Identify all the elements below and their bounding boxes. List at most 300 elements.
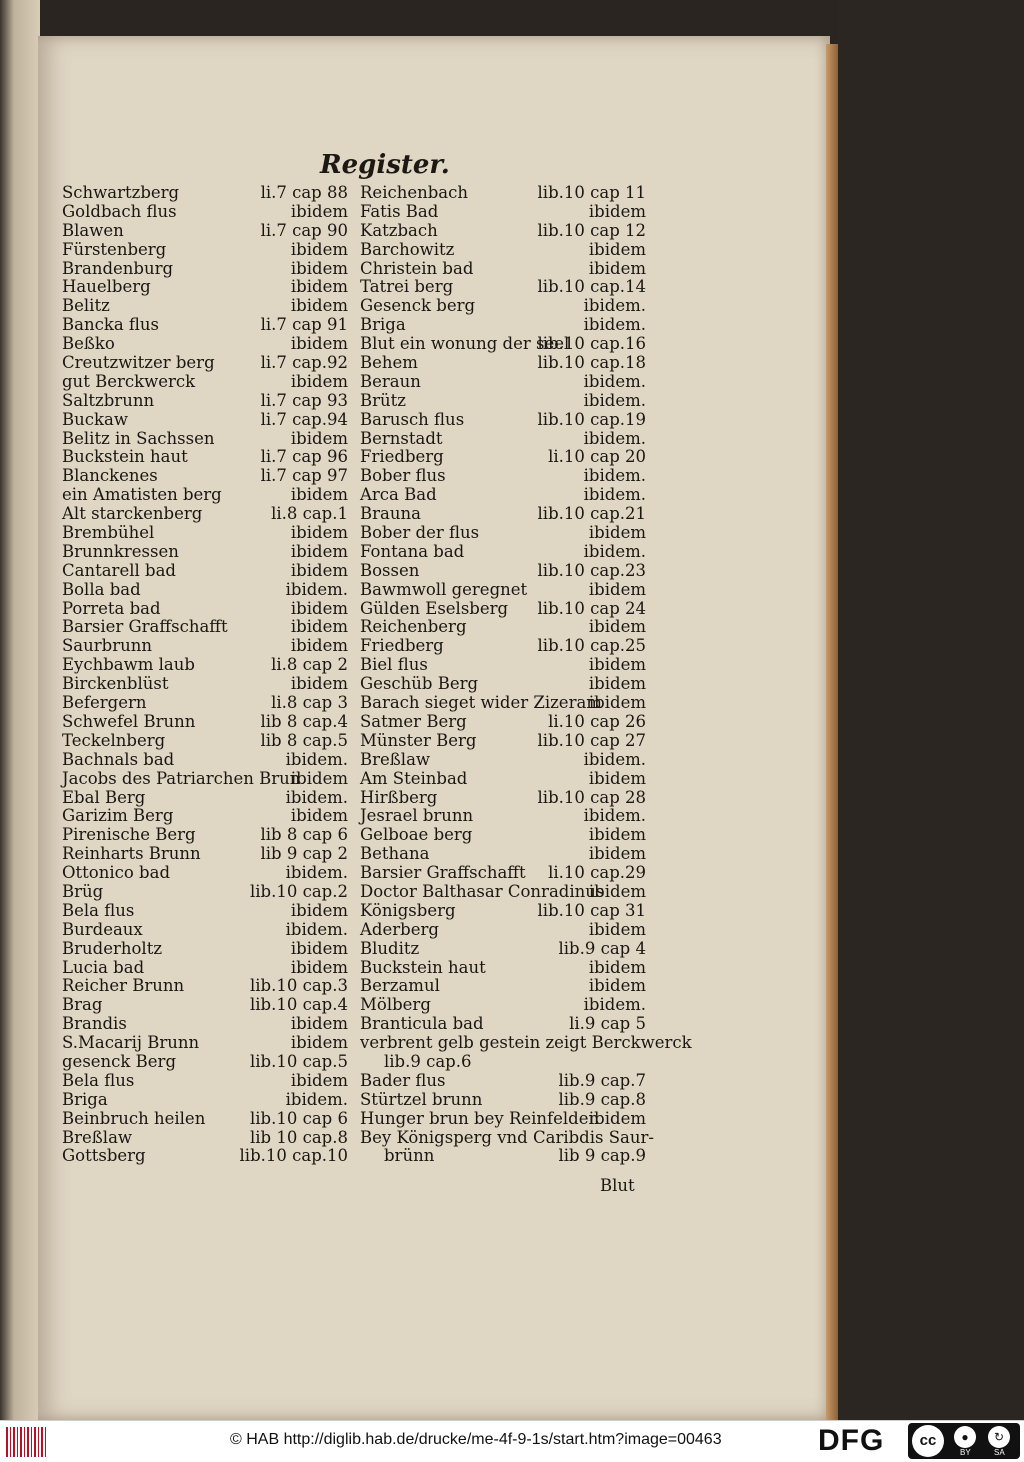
register-entry: [62, 1110, 348, 1129]
entry-reference: ibidem.: [285, 787, 348, 807]
entry-name: Arca Bad: [360, 485, 437, 505]
entry-reference: ibidem: [290, 485, 348, 505]
register-entry: [62, 316, 348, 335]
cc-icon: cc: [912, 1425, 944, 1457]
previous-page-edge: [0, 0, 40, 1420]
entry-name: Bethana: [360, 844, 430, 864]
entry-reference: ibidem: [588, 844, 646, 864]
register-entry: [62, 203, 348, 222]
entry-reference: ibidem.: [583, 315, 646, 335]
entry-name: Biel flus: [360, 655, 428, 675]
entry-reference: ibidem: [290, 900, 348, 920]
entry-reference: ibidem: [290, 598, 348, 618]
register-entry: [360, 1147, 646, 1166]
register-entry: [62, 524, 348, 543]
register-entry: [62, 1072, 348, 1091]
entry-name: Beßko: [62, 334, 115, 354]
register-entry: [360, 959, 646, 978]
entry-name: Fontana bad: [360, 541, 465, 561]
register-entry: [62, 392, 348, 411]
register-entry: [62, 826, 348, 845]
page-fore-edge: [826, 44, 838, 1420]
catchword: Blut: [600, 1176, 635, 1195]
entry-name: Brauna: [360, 504, 421, 524]
register-entry: [360, 656, 646, 675]
register-entry: [62, 1034, 348, 1053]
entry-reference: li.10 cap 20: [548, 447, 646, 467]
entry-name: Geschüb Berg: [360, 674, 479, 694]
entry-name: Brandenburg: [62, 258, 174, 278]
register-entry: [360, 618, 646, 637]
register-entry: [360, 1091, 646, 1110]
entry-reference: lib.10 cap 11: [537, 183, 646, 202]
register-entry: [360, 562, 646, 581]
entry-reference: lib.9 cap.7: [558, 1070, 646, 1090]
register-column-right: [360, 183, 692, 1166]
entry-name: Friedberg: [360, 447, 444, 467]
entry-name: Hirßberg: [360, 787, 438, 807]
entry-name: Saurbrunn: [62, 636, 152, 656]
entry-name: Brunnkressen: [62, 541, 179, 561]
entry-name: Satmer Berg: [360, 711, 467, 731]
register-entry: [62, 845, 348, 864]
entry-name: Tatrei berg: [360, 277, 454, 297]
entry-reference: ibidem: [588, 957, 646, 977]
register-column-left: [62, 184, 348, 1166]
entry-name: Blut ein wonung der seel: [360, 334, 570, 354]
entry-reference: ibidem: [290, 201, 348, 221]
hab-barcode-icon: [6, 1427, 46, 1457]
entry-reference: ibidem: [588, 768, 646, 788]
entry-name: Eychbawm laub: [62, 655, 195, 675]
register-entry: [360, 977, 646, 996]
entry-name: lib.9 cap.6: [384, 1051, 472, 1071]
entry-name: Bela flus: [62, 1070, 135, 1090]
entry-reference: li.7 cap.92: [260, 353, 348, 373]
register-entry: [360, 354, 646, 373]
register-entry: [62, 675, 348, 694]
entry-name: Reicher Brunn: [62, 976, 185, 996]
entry-reference: lib.10 cap.18: [537, 353, 646, 373]
entry-reference: ibidem: [290, 334, 348, 354]
register-entry: [62, 921, 348, 940]
register-entry: [360, 543, 646, 562]
entry-reference: lib.10 cap.16: [537, 334, 646, 354]
entry-reference: ibidem.: [583, 390, 646, 410]
register-entry: [360, 297, 646, 316]
entry-reference: li.8 cap 3: [271, 693, 348, 713]
page-heading: Register.: [320, 150, 450, 180]
entry-reference: ibidem: [588, 881, 646, 901]
register-entry: [360, 996, 646, 1015]
register-entry: [360, 373, 646, 392]
entry-reference: ibidem: [290, 428, 348, 448]
entry-name: Bolla bad: [62, 579, 141, 599]
register-entry: [62, 581, 348, 600]
register-entry: [62, 732, 348, 751]
entry-name: Bela flus: [62, 900, 135, 920]
entry-reference: ibidem: [588, 674, 646, 694]
entry-reference: li.7 cap 91: [260, 315, 348, 335]
entry-reference: ibidem: [588, 617, 646, 637]
entry-name: Hunger brun bey Reinfelden: [360, 1108, 600, 1128]
register-entry: [62, 411, 348, 430]
entry-reference: ibidem.: [285, 919, 348, 939]
entry-reference: ibidem: [290, 239, 348, 259]
register-entry: [62, 770, 348, 789]
register-entry: [360, 1053, 646, 1072]
entry-reference: li.10 cap.29: [548, 863, 646, 883]
entry-name: Bader flus: [360, 1070, 446, 1090]
entry-reference: ibidem.: [583, 806, 646, 826]
entry-name: Birckenblüst: [62, 674, 169, 694]
register-entry: [360, 411, 646, 430]
entry-name: Ottonico bad: [62, 863, 171, 883]
entry-name: brünn: [384, 1146, 435, 1166]
register-entry: [360, 184, 646, 203]
register-entry: [62, 996, 348, 1015]
register-entry: [62, 543, 348, 562]
entry-reference: li.8 cap.1: [271, 504, 348, 524]
entry-reference: ibidem: [588, 693, 646, 713]
entry-name: Beraun: [360, 371, 421, 391]
entry-name: Bernstadt: [360, 428, 443, 448]
entry-reference: li.8 cap 2: [271, 655, 348, 675]
register-entry: [360, 222, 646, 241]
entry-name: Breßlaw: [62, 1127, 133, 1147]
entry-name: Friedberg: [360, 636, 444, 656]
register-entry: [360, 278, 646, 297]
entry-reference: lib.10 cap 12: [537, 220, 646, 240]
entry-name: Stürtzel brunn: [360, 1089, 483, 1109]
entry-name: ein Amatisten berg: [62, 485, 222, 505]
entry-reference: ibidem.: [583, 296, 646, 316]
entry-name: Jesrael brunn: [360, 806, 474, 826]
entry-name: Bluditz: [360, 938, 420, 958]
entry-reference: lib.10 cap 28: [537, 787, 646, 807]
entry-reference: lib.10 cap.25: [537, 636, 646, 656]
entry-name: Bey Königsperg vnd Caribdis Saur-: [360, 1127, 654, 1147]
entry-reference: lib 8 cap.4: [260, 711, 348, 731]
register-entry: [360, 524, 646, 543]
entry-name: Creutzwitzer berg: [62, 353, 215, 373]
entry-reference: lib.9 cap.8: [558, 1089, 646, 1109]
register-entry: [62, 789, 348, 808]
entry-reference: ibidem.: [583, 749, 646, 769]
register-entry: [62, 260, 348, 279]
entry-reference: ibidem: [290, 296, 348, 316]
register-entry: [360, 732, 646, 751]
entry-reference: lib.10 cap.14: [537, 277, 646, 297]
register-entry: [360, 940, 646, 959]
entry-name: Fürstenberg: [62, 239, 167, 259]
entry-name: Brag: [62, 995, 103, 1015]
entry-reference: ibidem: [290, 560, 348, 580]
entry-reference: ibidem: [588, 976, 646, 996]
entry-reference: lib 10 cap.8: [250, 1127, 348, 1147]
entry-name: Doctor Balthasar Conradinus: [360, 881, 605, 901]
entry-name: Bober flus: [360, 466, 446, 486]
register-entry: [62, 751, 348, 770]
entry-reference: li.7 cap.94: [260, 409, 348, 429]
entry-name: Teckelnberg: [62, 730, 166, 750]
entry-name: Barsier Graffschafft: [62, 617, 228, 637]
entry-name: Aderberg: [360, 919, 439, 939]
entry-name: Lucia bad: [62, 957, 145, 977]
entry-name: Barach sieget wider Zizeram: [360, 693, 602, 713]
entry-name: Gelboae berg: [360, 825, 473, 845]
entry-reference: ibidem: [290, 636, 348, 656]
entry-name: Alt starckenberg: [62, 504, 203, 524]
entry-reference: ibidem: [290, 541, 348, 561]
register-entry: [62, 1147, 348, 1166]
entry-name: Bober der flus: [360, 523, 480, 543]
by-person-icon: ●: [954, 1426, 976, 1448]
entry-reference: ibidem: [290, 1033, 348, 1053]
entry-reference: lib.10 cap.21: [537, 504, 646, 524]
entry-reference: ibidem: [290, 674, 348, 694]
register-entry: [62, 184, 348, 203]
entry-name: verbrent gelb gestein zeigt Berckwerck: [360, 1033, 692, 1053]
scan-margin-right: [838, 0, 1024, 1420]
register-entry: [360, 1127, 654, 1148]
register-entry: [360, 260, 646, 279]
entry-name: Befergern: [62, 693, 147, 713]
copyright-link[interactable]: © HAB http://diglib.hab.de/drucke/me-4f-9-1s/start.htm?image=00463: [230, 1431, 722, 1448]
register-entry: [360, 807, 646, 826]
register-entry: [62, 335, 348, 354]
entry-name: Brütz: [360, 390, 406, 410]
entry-reference: ibidem: [290, 258, 348, 278]
entry-reference: lib.10 cap.2: [250, 881, 348, 901]
entry-name: Katzbach: [360, 220, 438, 240]
entry-name: Brüg: [62, 881, 104, 901]
entry-reference: ibidem.: [583, 428, 646, 448]
entry-reference: ibidem: [290, 938, 348, 958]
entry-name: Brembühel: [62, 523, 155, 543]
footer-bar: [0, 1420, 1024, 1462]
entry-name: Buckstein haut: [62, 447, 188, 467]
register-entry: [360, 770, 646, 789]
entry-name: Bawmwoll geregnet: [360, 579, 528, 599]
entry-reference: lib 9 cap.9: [558, 1146, 646, 1166]
register-entry: [360, 1110, 646, 1129]
entry-name: Barusch flus: [360, 409, 465, 429]
register-entry: [62, 977, 348, 996]
entry-name: Brandis: [62, 1014, 127, 1034]
entry-reference: ibidem: [290, 957, 348, 977]
entry-name: Berzamul: [360, 976, 440, 996]
entry-reference: li.10 cap 26: [548, 711, 646, 731]
register-entry: [360, 789, 646, 808]
entry-name: Burdeaux: [62, 919, 143, 939]
entry-reference: ibidem.: [285, 1089, 348, 1109]
entry-name: Garizim Berg: [62, 806, 174, 826]
entry-reference: lib.9 cap 4: [558, 938, 646, 958]
entry-name: Fatis Bad: [360, 201, 439, 221]
entry-reference: lib.10 cap 24: [537, 598, 646, 618]
entry-reference: lib.10 cap.5: [250, 1051, 348, 1071]
register-entry: [62, 864, 348, 883]
register-entry: [62, 467, 348, 486]
entry-name: Blanckenes: [62, 466, 158, 486]
register-entry: [62, 1053, 348, 1072]
register-entry: [62, 883, 348, 902]
register-entry: [360, 902, 646, 921]
entry-name: Reinharts Brunn: [62, 844, 201, 864]
register-entry: [62, 373, 348, 392]
entry-reference: ibidem: [588, 201, 646, 221]
entry-name: Barchowitz: [360, 239, 455, 259]
register-entry: [62, 959, 348, 978]
entry-name: Briga: [62, 1089, 108, 1109]
entry-name: Christein bad: [360, 258, 474, 278]
register-entry: [62, 241, 348, 260]
register-entry: [360, 335, 646, 354]
entry-name: Saltzbrunn: [62, 390, 155, 410]
entry-name: Goldbach flus: [62, 201, 177, 221]
entry-name: S.Macarij Brunn: [62, 1033, 200, 1053]
entry-name: Belitz: [62, 296, 110, 316]
entry-reference: lib.10 cap.10: [239, 1146, 348, 1166]
sa-label: SA: [994, 1448, 1005, 1457]
entry-name: Buckaw: [62, 409, 128, 429]
register-entry: [62, 902, 348, 921]
register-entry: [62, 354, 348, 373]
entry-reference: ibidem: [290, 1014, 348, 1034]
entry-name: Bachnals bad: [62, 749, 175, 769]
register-entry: [360, 1072, 646, 1091]
register-entry: [360, 203, 646, 222]
register-entry: [62, 278, 348, 297]
register-entry: [360, 241, 646, 260]
entry-reference: ibidem.: [583, 995, 646, 1015]
register-entry: [62, 1091, 348, 1110]
register-entry: [360, 448, 646, 467]
entry-reference: ibidem.: [583, 541, 646, 561]
register-entry: [62, 694, 348, 713]
register-entry: [62, 637, 348, 656]
entry-reference: ibidem.: [285, 749, 348, 769]
register-entry: [360, 392, 646, 411]
entry-reference: ibidem: [290, 617, 348, 637]
entry-reference: ibidem: [290, 523, 348, 543]
register-entry: [360, 694, 646, 713]
entry-reference: lib.10 cap.23: [537, 560, 646, 580]
register-entry: [62, 618, 348, 637]
entry-reference: ibidem: [588, 1108, 646, 1128]
register-entry: [62, 600, 348, 619]
register-entry: [62, 297, 348, 316]
register-entry: [360, 713, 646, 732]
entry-reference: ibidem: [588, 258, 646, 278]
entry-name: Barsier Graffschafft: [360, 863, 526, 883]
entry-name: Bruderholtz: [62, 938, 163, 958]
entry-reference: lib 9 cap 2: [260, 844, 348, 864]
register-entry: [62, 562, 348, 581]
register-entry: [62, 486, 348, 505]
entry-name: Branticula bad: [360, 1014, 484, 1034]
register-entry: [360, 1033, 692, 1053]
register-entry: [360, 675, 646, 694]
entry-name: Jacobs des Patriarchen Brun: [62, 768, 301, 788]
entry-name: Schwefel Brunn: [62, 711, 196, 731]
entry-reference: ibidem: [290, 806, 348, 826]
by-label: BY: [960, 1448, 971, 1457]
entry-name: Königsberg: [360, 900, 456, 920]
entry-reference: ibidem: [588, 579, 646, 599]
register-entry: [62, 505, 348, 524]
entry-name: Behem: [360, 353, 418, 373]
register-entry: [62, 430, 348, 449]
entry-name: Münster Berg: [360, 730, 477, 750]
register-entry: [360, 921, 646, 940]
entry-reference: lib.10 cap 31: [537, 900, 646, 920]
entry-reference: ibidem: [588, 655, 646, 675]
entry-reference: ibidem.: [583, 485, 646, 505]
register-entry: [360, 505, 646, 524]
register-entry: [62, 807, 348, 826]
entry-reference: ibidem: [588, 239, 646, 259]
entry-name: Reichenberg: [360, 617, 467, 637]
entry-reference: ibidem: [290, 277, 348, 297]
dfg-logo[interactable]: DFG: [818, 1424, 885, 1457]
entry-name: Bossen: [360, 560, 420, 580]
entry-reference: ibidem.: [583, 371, 646, 391]
entry-reference: ibidem: [588, 523, 646, 543]
register-entry: [62, 940, 348, 959]
register-entry: [360, 864, 646, 883]
entry-reference: ibidem.: [285, 863, 348, 883]
entry-reference: ibidem: [290, 768, 348, 788]
entry-reference: lib.10 cap.3: [250, 976, 348, 996]
register-entry: [360, 883, 646, 902]
entry-reference: lib 8 cap.5: [260, 730, 348, 750]
entry-reference: ibidem: [290, 1070, 348, 1090]
cc-license-badge[interactable]: [908, 1423, 1020, 1459]
entry-name: Belitz in Sachssen: [62, 428, 215, 448]
entry-name: Buckstein haut: [360, 957, 486, 977]
entry-name: Cantarell bad: [62, 560, 176, 580]
register-entry: [62, 713, 348, 732]
entry-name: Hauelberg: [62, 277, 151, 297]
entry-reference: lib 8 cap 6: [260, 825, 348, 845]
sa-share-icon: ↻: [988, 1426, 1010, 1448]
entry-name: Briga: [360, 315, 406, 335]
entry-reference: lib.10 cap.19: [537, 409, 646, 429]
entry-name: Breßlaw: [360, 749, 431, 769]
entry-reference: li.7 cap 90: [260, 220, 348, 240]
register-entry: [360, 581, 646, 600]
register-entry: [62, 656, 348, 675]
register-entry: [360, 600, 646, 619]
entry-name: Bancka flus: [62, 315, 160, 335]
entry-reference: ibidem: [588, 825, 646, 845]
entry-name: gut Berckwerck: [62, 371, 196, 391]
entry-reference: li.7 cap 88: [260, 183, 348, 202]
entry-name: Pirenische Berg: [62, 825, 196, 845]
entry-name: Reichenbach: [360, 183, 468, 202]
register-entry: [360, 486, 646, 505]
entry-name: Mölberg: [360, 995, 431, 1015]
entry-name: Gülden Eselsberg: [360, 598, 509, 618]
entry-name: Schwartzberg: [62, 183, 180, 202]
register-entry: [360, 467, 646, 486]
entry-reference: lib.10 cap 6: [250, 1108, 348, 1128]
register-entry: [360, 845, 646, 864]
register-entry: [62, 1015, 348, 1034]
register-entry: [360, 637, 646, 656]
